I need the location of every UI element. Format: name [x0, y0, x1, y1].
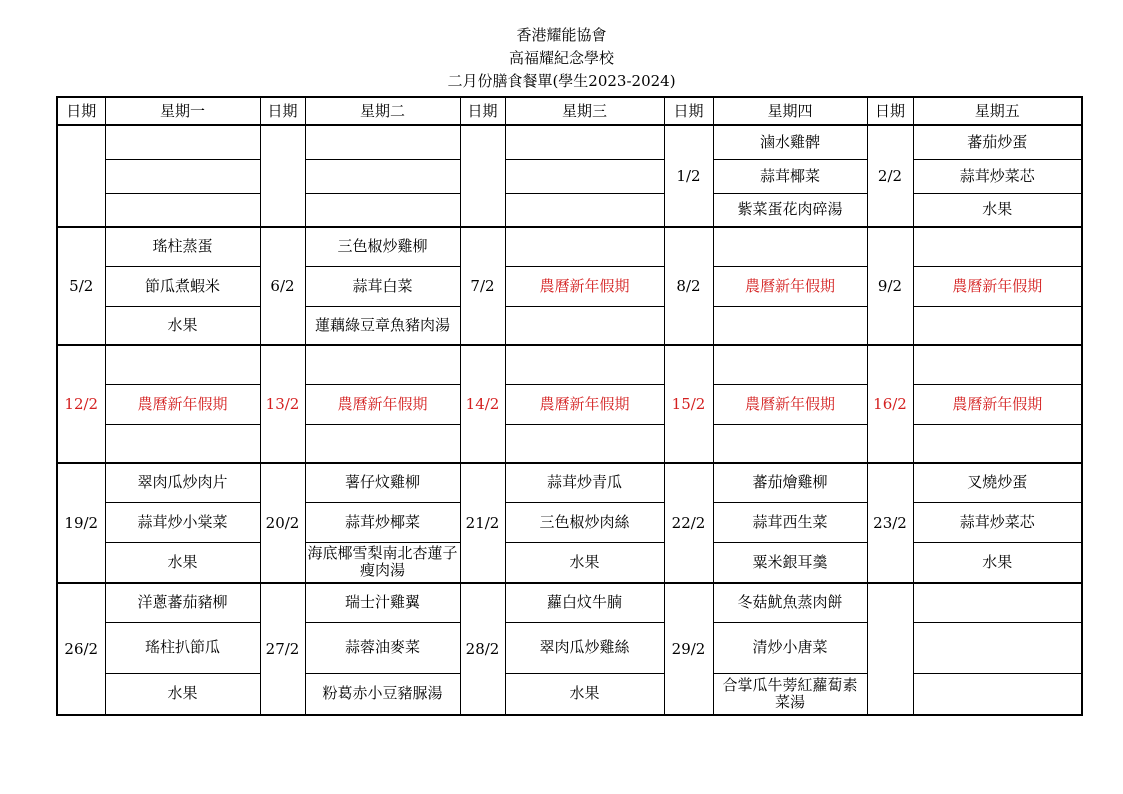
meal-item: [105, 193, 260, 227]
meal-item: 蕃茄炒蛋: [913, 125, 1082, 159]
meal-item: 蒜茸炒菜芯: [913, 502, 1082, 542]
meal-item: [713, 424, 867, 463]
meal-item: 翠肉瓜炒肉片: [105, 463, 260, 502]
meal-item: [913, 673, 1082, 715]
date-cell: 13/2: [260, 345, 305, 463]
meal-item: [913, 345, 1082, 384]
meal-item: 農曆新年假期: [913, 266, 1082, 306]
date-cell: [260, 125, 305, 227]
meal-item: 蒜茸炒菜芯: [913, 159, 1082, 193]
meal-item: 水果: [505, 542, 664, 583]
meal-item: [505, 345, 664, 384]
meal-item: 農曆新年假期: [913, 384, 1082, 424]
meal-item: [105, 125, 260, 159]
column-header: 日期: [460, 97, 505, 125]
column-header: 日期: [867, 97, 913, 125]
meal-menu-table: [56, 96, 1083, 716]
menu-row: [57, 463, 1082, 502]
column-header: 日期: [664, 97, 713, 125]
week-block: [57, 227, 1082, 345]
meal-item: 水果: [105, 673, 260, 715]
meal-item: [505, 125, 664, 159]
meal-item: 水果: [505, 673, 664, 715]
meal-item: 清炒小唐菜: [713, 622, 867, 673]
column-header: 星期二: [305, 97, 460, 125]
meal-item: 蒜蓉油麥菜: [305, 622, 460, 673]
meal-item: [913, 583, 1082, 622]
menu-row: [57, 502, 1082, 542]
date-cell: 7/2: [460, 227, 505, 345]
menu-row: [57, 542, 1082, 583]
meal-item: [305, 193, 460, 227]
date-cell: 16/2: [867, 345, 913, 463]
date-cell: 21/2: [460, 463, 505, 583]
date-cell: 26/2: [57, 583, 105, 715]
header-row: [57, 97, 1082, 125]
menu-row: [57, 345, 1082, 384]
meal-item: 三色椒炒雞柳: [305, 227, 460, 266]
meal-item: 農曆新年假期: [305, 384, 460, 424]
meal-item: 水果: [913, 542, 1082, 583]
date-cell: 23/2: [867, 463, 913, 583]
meal-item: [713, 306, 867, 345]
meal-item: 冬菇魷魚蒸肉餅: [713, 583, 867, 622]
meal-item: [713, 227, 867, 266]
column-header: 日期: [260, 97, 305, 125]
date-cell: 28/2: [460, 583, 505, 715]
menu-row: [57, 384, 1082, 424]
meal-item: 蒜茸炒小棠菜: [105, 502, 260, 542]
meal-item: 粉葛赤小豆豬脲湯: [305, 673, 460, 715]
week-block: [57, 463, 1082, 583]
meal-item: 滷水雞髀: [713, 125, 867, 159]
date-cell: 29/2: [664, 583, 713, 715]
meal-item: 節瓜煮蝦米: [105, 266, 260, 306]
date-cell: 9/2: [867, 227, 913, 345]
meal-item: [505, 424, 664, 463]
meal-item: [505, 306, 664, 345]
date-cell: 27/2: [260, 583, 305, 715]
meal-item: [913, 227, 1082, 266]
meal-item: 蒜茸西生菜: [713, 502, 867, 542]
meal-item: 蕃茄燴雞柳: [713, 463, 867, 502]
date-cell: [867, 583, 913, 715]
meal-item: 薯仔炆雞柳: [305, 463, 460, 502]
meal-item: [105, 424, 260, 463]
menu-row: [57, 424, 1082, 463]
date-cell: 20/2: [260, 463, 305, 583]
menu-row: [57, 159, 1082, 193]
meal-item: [505, 193, 664, 227]
meal-item: [105, 159, 260, 193]
meal-item: [913, 622, 1082, 673]
meal-item: 瑤柱蒸蛋: [105, 227, 260, 266]
meal-item: 瑤柱扒節瓜: [105, 622, 260, 673]
meal-item: 蒜茸炒青瓜: [505, 463, 664, 502]
meal-item: [505, 227, 664, 266]
meal-item: [505, 159, 664, 193]
meal-item: 農曆新年假期: [713, 384, 867, 424]
date-cell: 12/2: [57, 345, 105, 463]
meal-item: 叉燒炒蛋: [913, 463, 1082, 502]
date-cell: 8/2: [664, 227, 713, 345]
column-header: 星期三: [505, 97, 664, 125]
meal-item: 農曆新年假期: [105, 384, 260, 424]
menu-row: [57, 125, 1082, 159]
date-cell: 19/2: [57, 463, 105, 583]
meal-item: [105, 345, 260, 384]
date-cell: [57, 125, 105, 227]
meal-item: [305, 424, 460, 463]
week-block: [57, 345, 1082, 463]
week-block: [57, 583, 1082, 715]
meal-item: 水果: [105, 542, 260, 583]
meal-item: 粟米銀耳羹: [713, 542, 867, 583]
meal-item: 水果: [105, 306, 260, 345]
menu-row: [57, 583, 1082, 622]
meal-item: 合掌瓜牛蒡紅蘿蔔素菜湯: [713, 673, 867, 715]
meal-item: 瑞士汁雞翼: [305, 583, 460, 622]
meal-item: [713, 345, 867, 384]
document-header: [0, 24, 1123, 93]
meal-item: 三色椒炒肉絲: [505, 502, 664, 542]
date-cell: 22/2: [664, 463, 713, 583]
date-cell: [460, 125, 505, 227]
date-cell: 14/2: [460, 345, 505, 463]
meal-item: [305, 159, 460, 193]
meal-item: 紫菜蛋花肉碎湯: [713, 193, 867, 227]
meal-item: 水果: [913, 193, 1082, 227]
menu-title: 二月份膳食餐單(學生2023-2024): [447, 72, 676, 90]
meal-item: 農曆新年假期: [713, 266, 867, 306]
meal-item: 蒜茸椰菜: [713, 159, 867, 193]
menu-row: [57, 227, 1082, 266]
meal-item: 農曆新年假期: [505, 266, 664, 306]
menu-row: [57, 266, 1082, 306]
meal-item: [305, 345, 460, 384]
menu-row: [57, 193, 1082, 227]
meal-item: 蓮藕綠豆章魚豬肉湯: [305, 306, 460, 345]
meal-item: 海底椰雪梨南北杏蓮子瘦肉湯: [305, 542, 460, 583]
menu-row: [57, 622, 1082, 673]
meal-item: 蒜茸白菜: [305, 266, 460, 306]
date-cell: 6/2: [260, 227, 305, 345]
column-header: 日期: [57, 97, 105, 125]
date-cell: 2/2: [867, 125, 913, 227]
column-header: 星期一: [105, 97, 260, 125]
meal-item: 蘿白炆牛腩: [505, 583, 664, 622]
meal-item: [913, 306, 1082, 345]
meal-item: [913, 424, 1082, 463]
column-header: 星期五: [913, 97, 1082, 125]
date-cell: 1/2: [664, 125, 713, 227]
school-name: 高福耀紀念學校: [508, 49, 614, 67]
meal-item: [305, 125, 460, 159]
menu-row: [57, 673, 1082, 715]
column-header: 星期四: [713, 97, 867, 125]
menu-row: [57, 306, 1082, 345]
meal-item: 蒜茸炒椰菜: [305, 502, 460, 542]
meal-item: 農曆新年假期: [505, 384, 664, 424]
meal-item: 翠肉瓜炒雞絲: [505, 622, 664, 673]
week-block: [57, 125, 1082, 227]
meal-item: 洋蔥蕃茄豬柳: [105, 583, 260, 622]
date-cell: 15/2: [664, 345, 713, 463]
organization-name: 香港耀能協會: [516, 26, 607, 44]
date-cell: 5/2: [57, 227, 105, 345]
